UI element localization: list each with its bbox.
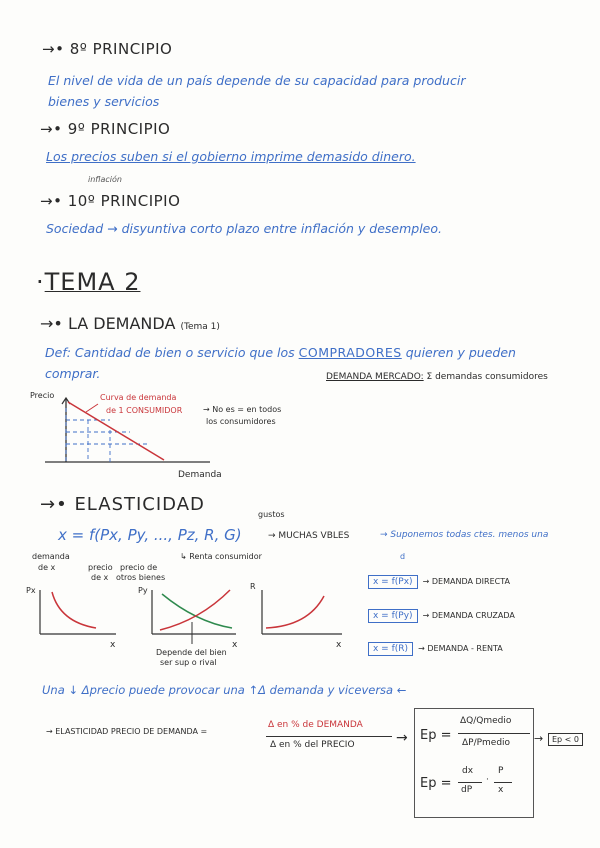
principio-8-text-line1: El nivel de vida de un país depende de su capacidad para producir [48, 73, 466, 88]
graph2-y-label: Py [138, 586, 148, 595]
tema-title: ·TEMA 2 [36, 268, 141, 296]
graph2-note-1: Depende del bien [156, 648, 227, 657]
ep2-num: dx [462, 766, 474, 776]
precio-otros-label-2: otros bienes [116, 573, 166, 582]
relacion-cruzada: x = f(Py) → DEMANDA CRUZADA [368, 603, 515, 622]
principio-10-heading: →• 10º PRINCIPIO [40, 192, 181, 210]
arrow-right-icon: →• [42, 40, 65, 58]
elasticidad-den: Δ en % del PRECIO [270, 740, 355, 750]
elasticidad-heading: →• ELASTICIDAD [40, 494, 205, 515]
d-mark: d [400, 552, 406, 561]
arrow-right-icon: →• [40, 494, 68, 515]
elasticidad-num: Δ en % de DEMANDA [268, 720, 363, 730]
precio-otros-label-1: precio de [120, 563, 158, 572]
demanda-de-x-label-1: demanda [32, 552, 70, 561]
precio-de-x-label-1: precio [88, 563, 113, 572]
principio-9-text: Los precios suben si el gobierno imprime demasido dinero. [46, 149, 416, 164]
graph2-curve-red [160, 590, 230, 630]
elasticidad-precio-label: → ELASTICIDAD PRECIO DE DEMANDA = [46, 727, 208, 736]
consumer-note-2: los consumidores [206, 417, 276, 426]
principio-10-text: Sociedad → disyuntiva corto plazo entre inflación y desempleo. [46, 221, 442, 236]
arrow-right-icon: → [396, 730, 408, 746]
ep1-fraction-bar [458, 733, 530, 734]
graph2-curve-green [162, 594, 232, 628]
graph3-y-label: R [250, 582, 256, 591]
ep2-den: dP [461, 785, 473, 795]
ep2-num2: P [498, 766, 504, 776]
muchas-variables: → MUCHAS VBLES [268, 531, 350, 541]
arrow-right-icon: →• [40, 120, 63, 138]
precio-de-x-label-2: de x [91, 573, 109, 582]
demanda-definition-line2: comprar. [45, 366, 101, 381]
graph1-y-label: Px [26, 586, 36, 595]
graph2-note-2: ser sup o rival [160, 658, 217, 667]
demanda-de-x-label-2: de x [38, 563, 56, 572]
ep2-dot: · [486, 775, 489, 785]
ep1-den: ΔP/Pmedio [462, 738, 511, 748]
elasticidad-formula: x = f(Px, Py, ..., Pz, R, G) [58, 526, 242, 544]
renta-label: ↳ Renta consumidor [180, 552, 262, 561]
arrow-right-icon: →• [40, 192, 63, 210]
ep1-num: ΔQ/Qmedio [460, 716, 512, 726]
demanda-definition-line1: Def: Cantidad de bien o servicio que los COMPRADORES quieren y pueden [45, 345, 516, 360]
demand-graph-y-label: Precio [30, 391, 55, 400]
relacion-renta: x = f(R) → DEMANDA - RENTA [368, 636, 503, 655]
graph2-x-label: x [232, 640, 238, 650]
principio-9-heading: →• 9º PRINCIPIO [40, 120, 171, 138]
principio-8-text-line2: bienes y servicios [48, 94, 160, 109]
arrow-right-icon: →• [40, 314, 63, 333]
demanda-heading: →• LA DEMANDA (Tema 1) [40, 314, 220, 333]
ep2-fraction-bar [458, 782, 482, 783]
ep1-lhs: Ep = [420, 728, 452, 743]
ep2-fraction-bar-2 [494, 782, 512, 783]
elasticidad-fraction-bar [266, 736, 392, 737]
suponemos-text: → Suponemos todas ctes. menos una [380, 530, 549, 540]
gustos-note: gustos [258, 510, 285, 519]
graph1-x-label: x [110, 640, 116, 650]
ep2-den2: x [498, 785, 504, 795]
inflacion-note: inflación [88, 175, 122, 184]
graph3-x-label: x [336, 640, 342, 650]
curve-label-2: de 1 CONSUMIDOR [106, 406, 183, 415]
ep-result: Ep < 0 [548, 733, 583, 746]
demanda-mercado: DEMANDA MERCADO: Σ demandas consumidores [326, 372, 548, 382]
relacion-directa: x = f(Px) → DEMANDA DIRECTA [368, 569, 510, 588]
ep2-lhs: Ep = [420, 776, 452, 791]
demand-graph-x-label: Demanda [178, 470, 222, 480]
consumer-note-1: → No es = en todos [203, 405, 282, 414]
graph3-curve [266, 596, 324, 628]
principio-8-heading: →• 8º PRINCIPIO [42, 40, 173, 58]
arrow-right-icon: → [534, 732, 544, 745]
aumento-text: Una ↓ Δprecio puede provocar una ↑Δ demanda y viceversa ← [42, 683, 407, 697]
graph1-curve [52, 592, 96, 628]
curve-label-1: Curva de demanda [100, 393, 177, 402]
